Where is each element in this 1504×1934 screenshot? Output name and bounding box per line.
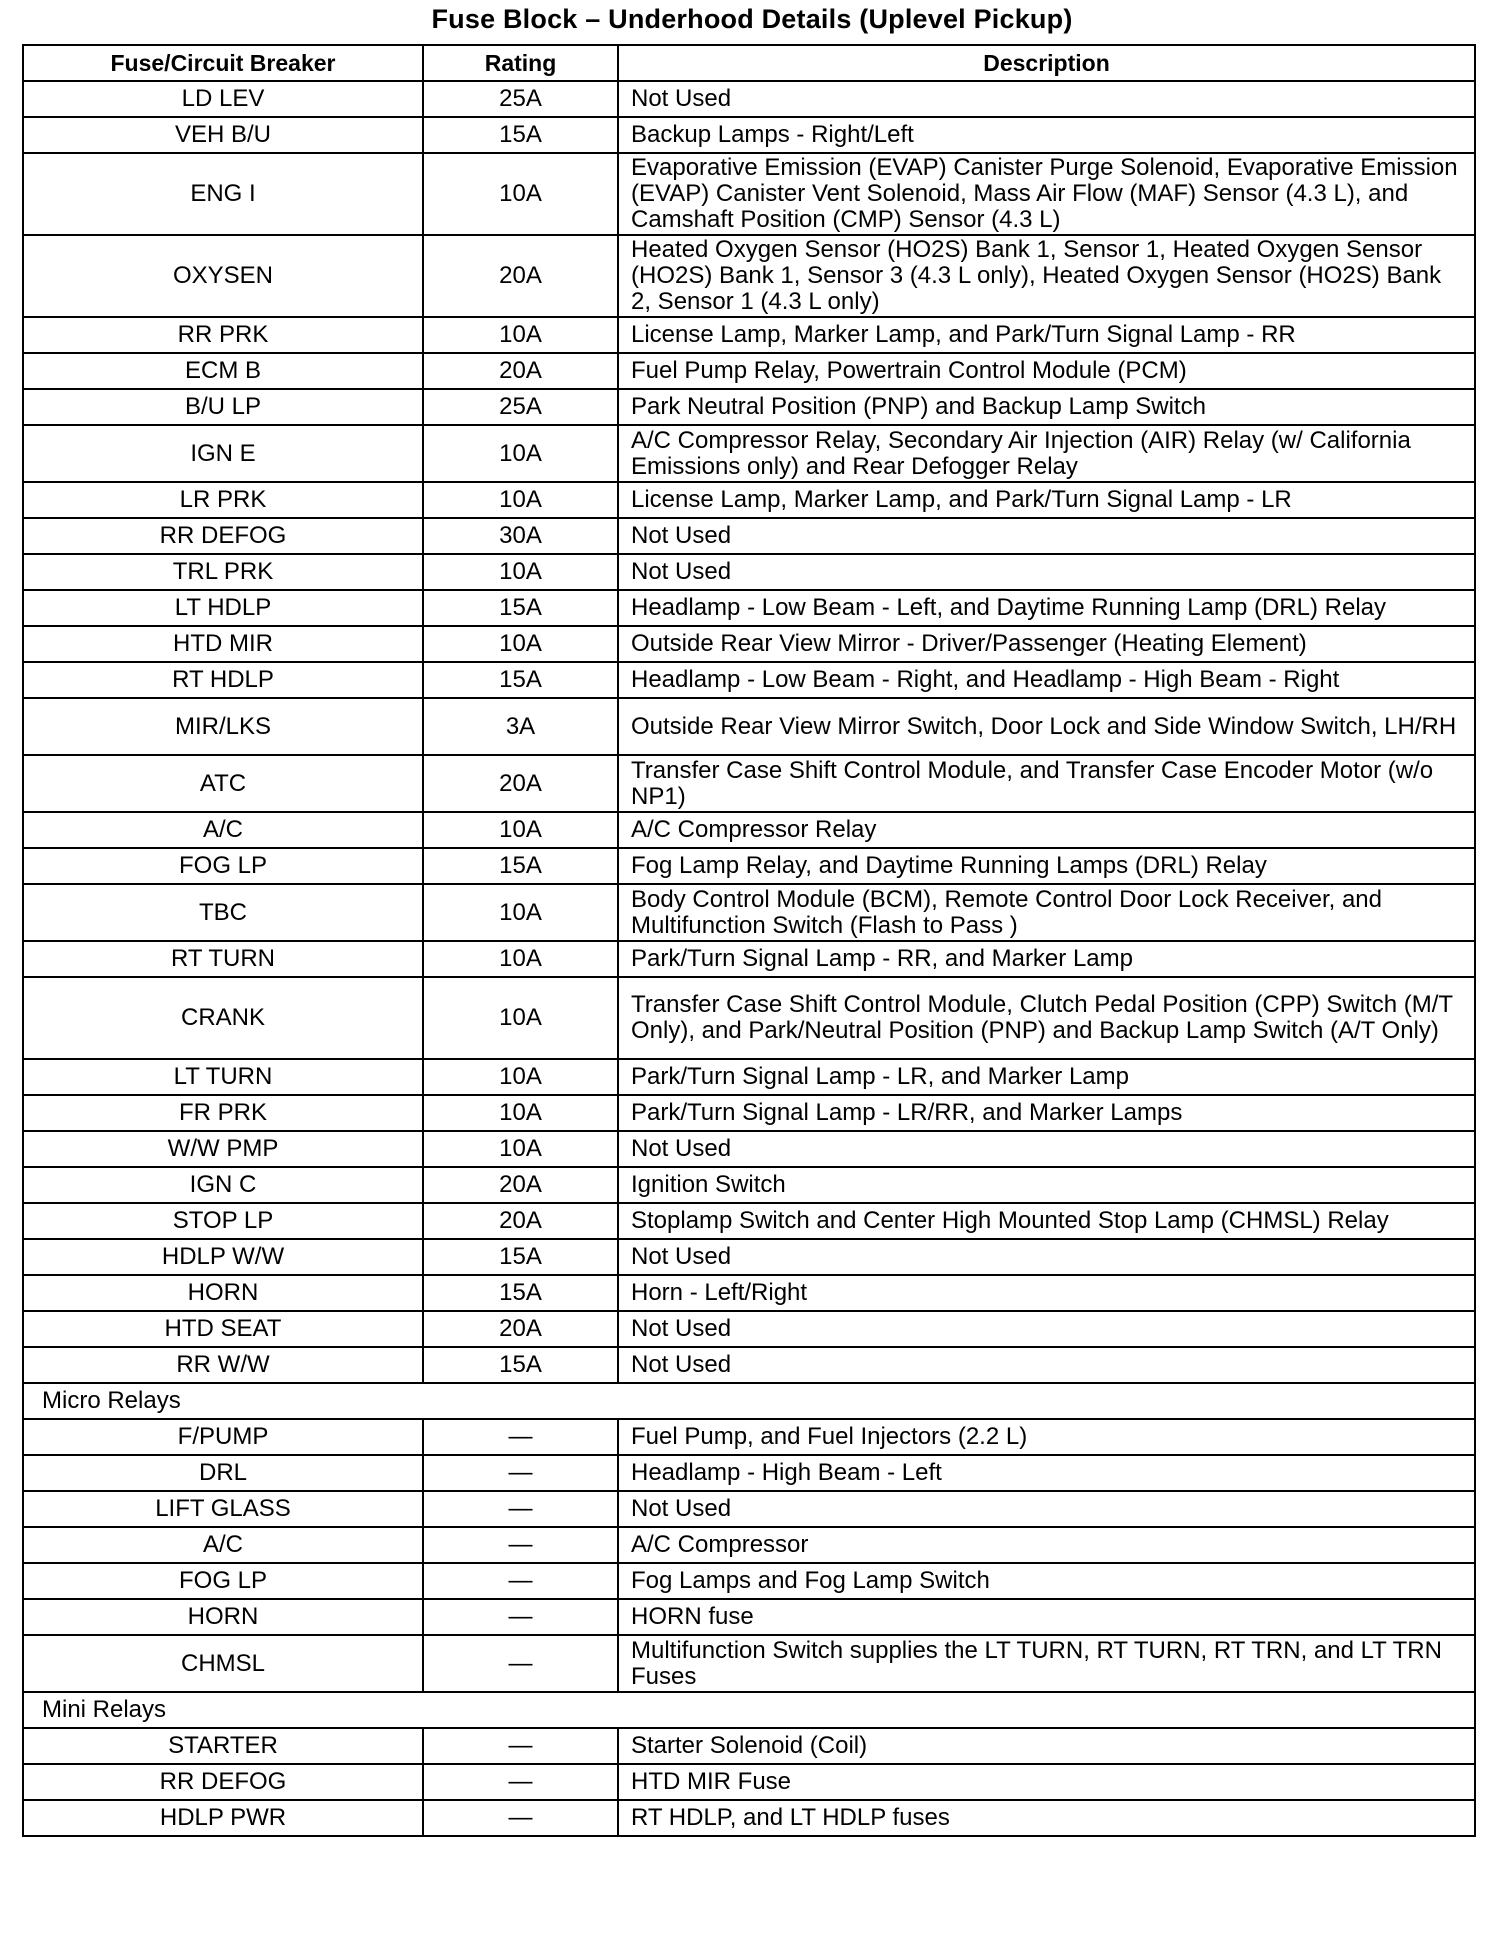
fuse-rating: 10A	[423, 482, 618, 518]
fuse-description: Transfer Case Shift Control Module, Clutch Pedal Position (CPP) Switch (M/T Only), and Park/Neutral Position (PNP) and Backup Lamp Switch (A/T Only)	[618, 977, 1475, 1059]
fuse-name: HDLP W/W	[23, 1239, 423, 1275]
table-row	[23, 755, 1475, 812]
relay-description: HORN fuse	[618, 1599, 1475, 1635]
relay-description: Headlamp - High Beam - Left	[618, 1455, 1475, 1491]
fuse-name: A/C	[23, 812, 423, 848]
fuse-name: B/U LP	[23, 389, 423, 425]
fuse-description: A/C Compressor Relay	[618, 812, 1475, 848]
table-row	[23, 626, 1475, 662]
fuse-rating: 15A	[423, 1347, 618, 1383]
fuse-name: CRANK	[23, 977, 423, 1059]
fuse-name: FR PRK	[23, 1095, 423, 1131]
fuse-name: HTD SEAT	[23, 1311, 423, 1347]
fuse-description: Fuel Pump Relay, Powertrain Control Module (PCM)	[618, 353, 1475, 389]
fuse-rating: 25A	[423, 389, 618, 425]
fuse-name: LR PRK	[23, 482, 423, 518]
fuse-name: W/W PMP	[23, 1131, 423, 1167]
table-row	[23, 1059, 1475, 1095]
fuse-rating: 10A	[423, 1131, 618, 1167]
fuse-rating: 10A	[423, 1059, 618, 1095]
table-row	[23, 941, 1475, 977]
fuse-rating: 10A	[423, 884, 618, 941]
fuse-description: Headlamp - Low Beam - Right, and Headlamp - High Beam - Right	[618, 662, 1475, 698]
fuse-rating: 20A	[423, 1311, 618, 1347]
fuse-name: LT TURN	[23, 1059, 423, 1095]
table-row	[23, 662, 1475, 698]
relay-description: Not Used	[618, 1491, 1475, 1527]
relay-rating: —	[423, 1527, 618, 1563]
table-row	[23, 1239, 1475, 1275]
relay-name: FOG LP	[23, 1563, 423, 1599]
fuse-name: RR DEFOG	[23, 518, 423, 554]
fuse-rating: 10A	[423, 153, 618, 235]
column-header-rating: Rating	[423, 45, 618, 81]
fuse-rating: 10A	[423, 941, 618, 977]
table-row	[23, 153, 1475, 235]
fuse-description: Not Used	[618, 1239, 1475, 1275]
fuse-rating: 3A	[423, 698, 618, 755]
table-row	[23, 235, 1475, 317]
table-row	[23, 1095, 1475, 1131]
fuse-description: Not Used	[618, 1311, 1475, 1347]
fuse-name: ATC	[23, 755, 423, 812]
fuse-description: Not Used	[618, 81, 1475, 117]
table-row	[23, 1131, 1475, 1167]
fuse-rating: 10A	[423, 626, 618, 662]
fuse-name: STOP LP	[23, 1203, 423, 1239]
table-row	[23, 117, 1475, 153]
fuse-rating: 15A	[423, 1275, 618, 1311]
relay-name: A/C	[23, 1527, 423, 1563]
fuse-name: VEH B/U	[23, 117, 423, 153]
table-row	[23, 1728, 1475, 1764]
fuse-rating: 15A	[423, 662, 618, 698]
table-row	[23, 1635, 1475, 1692]
column-header-fuse: Fuse/Circuit Breaker	[23, 45, 423, 81]
fuse-table	[22, 44, 1476, 1837]
fuse-name: OXYSEN	[23, 235, 423, 317]
table-row	[23, 81, 1475, 117]
relay-name: LIFT GLASS	[23, 1491, 423, 1527]
fuse-rating: 15A	[423, 848, 618, 884]
fuse-name: ECM B	[23, 353, 423, 389]
fuse-description: Heated Oxygen Sensor (HO2S) Bank 1, Sensor 1, Heated Oxygen Sensor (HO2S) Bank 1, Sensor 3 (4.3 L only), Heated Oxygen Sensor (HO2S) Bank 2, Sensor 1 (4.3 L only)	[618, 235, 1475, 317]
relay-description: HTD MIR Fuse	[618, 1764, 1475, 1800]
fuse-rating: 10A	[423, 317, 618, 353]
table-row	[23, 1347, 1475, 1383]
table-row	[23, 977, 1475, 1059]
fuse-name: HTD MIR	[23, 626, 423, 662]
section-header-micro-relays	[23, 1383, 1475, 1419]
table-row	[23, 1455, 1475, 1491]
fuse-name: ENG I	[23, 153, 423, 235]
fuse-rating: 10A	[423, 1095, 618, 1131]
table-row	[23, 1800, 1475, 1836]
fuse-rating: 20A	[423, 235, 618, 317]
table-row	[23, 518, 1475, 554]
table-row	[23, 884, 1475, 941]
fuse-name: LT HDLP	[23, 590, 423, 626]
relay-name: DRL	[23, 1455, 423, 1491]
relay-description: A/C Compressor	[618, 1527, 1475, 1563]
column-header-description: Description	[618, 45, 1475, 81]
fuse-description: Outside Rear View Mirror - Driver/Passenger (Heating Element)	[618, 626, 1475, 662]
relay-rating: —	[423, 1728, 618, 1764]
relay-rating: —	[423, 1800, 618, 1836]
fuse-rating: 10A	[423, 554, 618, 590]
table-row	[23, 1419, 1475, 1455]
fuse-description: Backup Lamps - Right/Left	[618, 117, 1475, 153]
table-row	[23, 1527, 1475, 1563]
relay-name: CHMSL	[23, 1635, 423, 1692]
fuse-description: Evaporative Emission (EVAP) Canister Purge Solenoid, Evaporative Emission (EVAP) Canister Vent Solenoid, Mass Air Flow (MAF) Sensor (4.3 L), and Camshaft Position (CMP) Sensor (4.3 L)	[618, 153, 1475, 235]
relay-name: HDLP PWR	[23, 1800, 423, 1836]
fuse-description: Not Used	[618, 554, 1475, 590]
relay-rating: —	[423, 1599, 618, 1635]
fuse-description: Transfer Case Shift Control Module, and Transfer Case Encoder Motor (w/o NP1)	[618, 755, 1475, 812]
fuse-rating: 10A	[423, 812, 618, 848]
table-row	[23, 554, 1475, 590]
fuse-rating: 10A	[423, 977, 618, 1059]
relay-description: Starter Solenoid (Coil)	[618, 1728, 1475, 1764]
fuse-rating: 30A	[423, 518, 618, 554]
table-row	[23, 1764, 1475, 1800]
table-row	[23, 389, 1475, 425]
relay-rating: —	[423, 1764, 618, 1800]
fuse-rating: 20A	[423, 353, 618, 389]
table-row	[23, 848, 1475, 884]
table-row	[23, 353, 1475, 389]
section-label: Micro Relays	[23, 1383, 1475, 1419]
fuse-description: Headlamp - Low Beam - Left, and Daytime Running Lamp (DRL) Relay	[618, 590, 1475, 626]
fuse-name: FOG LP	[23, 848, 423, 884]
fuse-description: Ignition Switch	[618, 1167, 1475, 1203]
fuse-description: Horn - Left/Right	[618, 1275, 1475, 1311]
fuse-name: TBC	[23, 884, 423, 941]
relay-rating: —	[423, 1563, 618, 1599]
relay-rating: —	[423, 1455, 618, 1491]
fuse-name: IGN E	[23, 425, 423, 482]
fuse-description: Park/Turn Signal Lamp - LR/RR, and Marker Lamps	[618, 1095, 1475, 1131]
relay-name: F/PUMP	[23, 1419, 423, 1455]
fuse-description: Park Neutral Position (PNP) and Backup Lamp Switch	[618, 389, 1475, 425]
fuse-rating: 20A	[423, 1167, 618, 1203]
fuse-name: RR W/W	[23, 1347, 423, 1383]
table-row	[23, 1311, 1475, 1347]
relay-description: Multifunction Switch supplies the LT TURN, RT TURN, RT TRN, and LT TRN Fuses	[618, 1635, 1475, 1692]
fuse-name: RR PRK	[23, 317, 423, 353]
relay-name: STARTER	[23, 1728, 423, 1764]
fuse-description: Body Control Module (BCM), Remote Control Door Lock Receiver, and Multifunction Switch (Flash to Pass )	[618, 884, 1475, 941]
fuse-description: Stoplamp Switch and Center High Mounted Stop Lamp (CHMSL) Relay	[618, 1203, 1475, 1239]
fuse-rating: 20A	[423, 1203, 618, 1239]
table-header-row	[23, 45, 1475, 81]
relay-rating: —	[423, 1635, 618, 1692]
table-row	[23, 1275, 1475, 1311]
table-row	[23, 812, 1475, 848]
fuse-rating: 15A	[423, 1239, 618, 1275]
relay-description: Fuel Pump, and Fuel Injectors (2.2 L)	[618, 1419, 1475, 1455]
section-label: Mini Relays	[23, 1692, 1475, 1728]
fuse-name: HORN	[23, 1275, 423, 1311]
fuse-description: License Lamp, Marker Lamp, and Park/Turn Signal Lamp - RR	[618, 317, 1475, 353]
fuse-name: TRL PRK	[23, 554, 423, 590]
fuse-description: A/C Compressor Relay, Secondary Air Injection (AIR) Relay (w/ California Emissions only) and Rear Defogger Relay	[618, 425, 1475, 482]
table-row	[23, 1203, 1475, 1239]
table-row	[23, 590, 1475, 626]
relay-name: RR DEFOG	[23, 1764, 423, 1800]
fuse-description: Fog Lamp Relay, and Daytime Running Lamps (DRL) Relay	[618, 848, 1475, 884]
fuse-description: Not Used	[618, 1347, 1475, 1383]
table-row	[23, 1563, 1475, 1599]
fuse-description: Park/Turn Signal Lamp - RR, and Marker Lamp	[618, 941, 1475, 977]
relay-name: HORN	[23, 1599, 423, 1635]
fuse-description: Park/Turn Signal Lamp - LR, and Marker Lamp	[618, 1059, 1475, 1095]
table-row	[23, 317, 1475, 353]
fuse-rating: 20A	[423, 755, 618, 812]
relay-rating: —	[423, 1491, 618, 1527]
fuse-name: LD LEV	[23, 81, 423, 117]
table-row	[23, 1599, 1475, 1635]
table-row	[23, 425, 1475, 482]
relay-rating: —	[423, 1419, 618, 1455]
table-row	[23, 1167, 1475, 1203]
fuse-description: Outside Rear View Mirror Switch, Door Lock and Side Window Switch, LH/RH	[618, 698, 1475, 755]
fuse-rating: 10A	[423, 425, 618, 482]
fuse-name: IGN C	[23, 1167, 423, 1203]
fuse-rating: 25A	[423, 81, 618, 117]
fuse-rating: 15A	[423, 117, 618, 153]
fuse-name: MIR/LKS	[23, 698, 423, 755]
relay-description: Fog Lamps and Fog Lamp Switch	[618, 1563, 1475, 1599]
section-header-mini-relays	[23, 1692, 1475, 1728]
fuse-description: Not Used	[618, 1131, 1475, 1167]
relay-description: RT HDLP, and LT HDLP fuses	[618, 1800, 1475, 1836]
fuse-rating: 15A	[423, 590, 618, 626]
table-row	[23, 698, 1475, 755]
fuse-name: RT TURN	[23, 941, 423, 977]
table-row	[23, 1491, 1475, 1527]
page-title: Fuse Block – Underhood Details (Uplevel Pickup)	[431, 4, 1073, 34]
table-row	[23, 482, 1475, 518]
fuse-name: RT HDLP	[23, 662, 423, 698]
fuse-description: License Lamp, Marker Lamp, and Park/Turn Signal Lamp - LR	[618, 482, 1475, 518]
fuse-description: Not Used	[618, 518, 1475, 554]
